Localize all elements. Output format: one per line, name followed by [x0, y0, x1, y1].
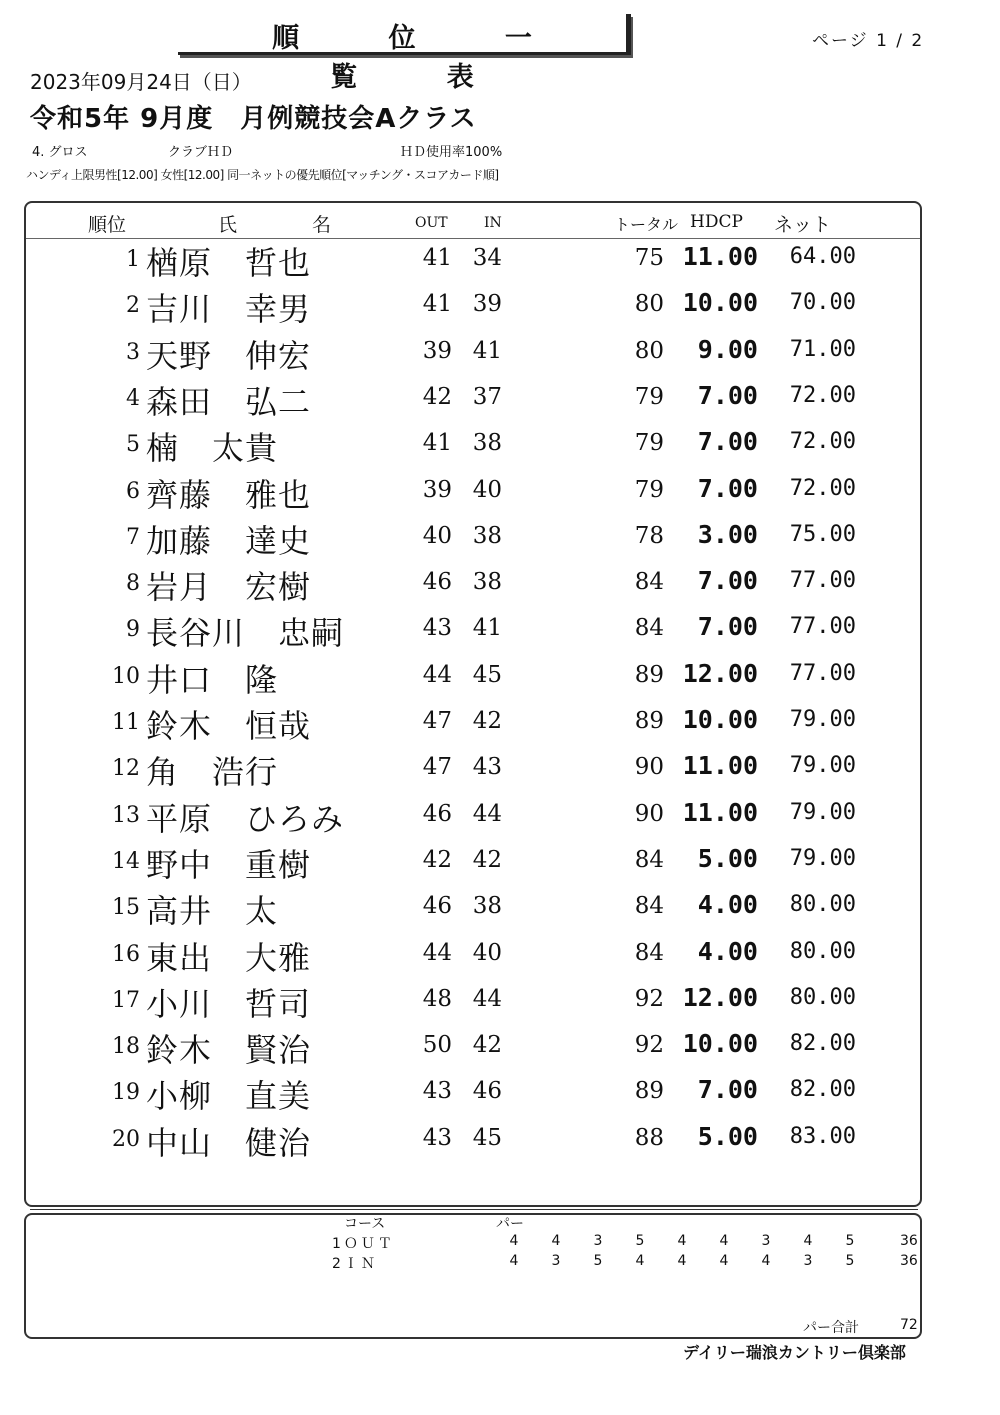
hole-par: 4 [509, 1253, 519, 1269]
club-name: デイリー瑞浪カントリー倶楽部 [683, 1343, 906, 1362]
net-score-cell: 79.00 [789, 707, 856, 732]
player-name-cell: 角 浩行 [146, 753, 279, 792]
total-score-cell: 79 [634, 383, 664, 410]
player-name-cell: 吉川 幸男 [146, 290, 312, 329]
in-score-cell: 45 [472, 661, 502, 688]
rank-cell: 12 [112, 756, 140, 782]
in-score-cell: 43 [472, 754, 502, 781]
hdcp-cell: 7.00 [697, 380, 758, 410]
col-rank-header: 順位 [88, 214, 127, 236]
out-score-cell: 46 [422, 800, 452, 827]
hdcp-cell: 12.00 [682, 982, 758, 1012]
player-name-cell: 天野 伸宏 [146, 336, 312, 375]
out-score-cell: 46 [422, 569, 452, 596]
out-score-cell: 41 [422, 245, 452, 271]
player-name-cell: 平原 ひろみ [146, 799, 345, 838]
hdcp-cell: 4.00 [697, 890, 758, 920]
player-name-cell: 齊藤 雅也 [146, 475, 312, 514]
total-score-cell: 80 [634, 337, 664, 364]
hole-par: 5 [635, 1233, 645, 1249]
in-score-cell: 38 [472, 569, 502, 596]
in-score-cell: 44 [472, 800, 502, 827]
in-score-cell: 46 [472, 1078, 502, 1105]
net-score-cell: 80.00 [789, 984, 856, 1010]
hdcp-cell: 10.00 [682, 1029, 758, 1059]
hole-par: 4 [761, 1253, 771, 1269]
net-score-cell: 80.00 [789, 892, 856, 918]
hole-par: 4 [803, 1233, 813, 1249]
course-line-name: 1ＯＵＴ [332, 1236, 395, 1252]
par-total-label: パー合計 [803, 1320, 859, 1336]
player-name-cell: 小川 哲司 [146, 984, 312, 1023]
rank-cell: 7 [126, 524, 140, 550]
in-score-cell: 41 [472, 337, 502, 364]
table-row [0, 792, 1000, 838]
total-score-cell: 89 [634, 708, 664, 734]
rank-cell: 1 [126, 247, 140, 272]
player-name-cell: 井口 隆 [146, 660, 279, 699]
out-score-cell: 44 [422, 661, 452, 688]
net-score-cell: 77.00 [789, 660, 856, 686]
net-score-cell: 72.00 [789, 475, 856, 501]
out-score-cell: 44 [422, 939, 452, 966]
table-row [0, 468, 1000, 514]
hd-type-label: クラブＨＤ [168, 145, 234, 160]
in-score-cell: 42 [472, 1032, 502, 1059]
hole-par: 5 [845, 1233, 855, 1249]
title-box [178, 14, 631, 93]
hdcp-cell: 10.00 [682, 288, 758, 318]
in-score-cell: 38 [472, 893, 502, 920]
in-score-cell: 45 [472, 1124, 502, 1151]
total-score-cell: 78 [634, 522, 664, 549]
table-row [0, 653, 1000, 699]
rank-cell: 15 [112, 895, 140, 921]
hdcp-cell: 7.00 [697, 1075, 758, 1105]
total-score-cell: 75 [634, 245, 664, 271]
net-score-cell: 64.00 [789, 244, 856, 269]
table-row [0, 1023, 1000, 1069]
out-score-cell: 40 [422, 522, 452, 549]
player-name-cell: 中山 健治 [146, 1123, 312, 1162]
table-row [0, 977, 1000, 1023]
page-number: ページ 1 / 2 [812, 31, 925, 51]
table-row [0, 884, 1000, 930]
hole-par: 4 [509, 1233, 519, 1249]
net-score-cell: 80.00 [789, 938, 856, 964]
hdcp-cell: 7.00 [697, 427, 758, 457]
player-name-cell: 鈴木 恒哉 [146, 707, 312, 745]
total-score-cell: 89 [634, 1078, 664, 1105]
rank-cell: 10 [112, 663, 140, 689]
hole-par: 3 [803, 1253, 813, 1269]
total-score-cell: 90 [634, 800, 664, 827]
table-row [0, 699, 1000, 745]
total-score-cell: 92 [634, 985, 664, 1012]
net-score-cell: 72.00 [789, 429, 856, 455]
hole-par: 4 [677, 1233, 687, 1249]
hdcp-cell: 3.00 [697, 519, 758, 549]
total-score-cell: 84 [634, 893, 664, 920]
table-row [0, 421, 1000, 467]
player-name-cell: 森田 弘二 [146, 382, 312, 421]
course-label: コース [344, 1216, 386, 1232]
table-row [0, 282, 1000, 328]
player-name-cell: 楠 太貴 [146, 429, 279, 468]
table-row [0, 931, 1000, 977]
player-name-cell: 加藤 達史 [146, 521, 312, 560]
course-line-total: 36 [900, 1233, 918, 1249]
rank-cell: 3 [126, 339, 140, 365]
out-score-cell: 47 [422, 754, 452, 781]
hole-par: 5 [593, 1253, 603, 1269]
rank-cell: 14 [112, 848, 140, 874]
player-name-cell: 鈴木 賢治 [146, 1031, 312, 1070]
event-date: 2023年09月24日（日） [30, 70, 252, 94]
hdcp-cell: 7.00 [697, 566, 758, 596]
out-score-cell: 39 [422, 476, 452, 503]
hdcp-cell: 11.00 [682, 797, 758, 827]
col-total-header: トータル [614, 215, 679, 234]
col-name-header-2: 名 [312, 214, 332, 236]
course-line-total: 36 [900, 1253, 918, 1269]
net-score-cell: 79.00 [789, 753, 856, 779]
table-row [0, 838, 1000, 884]
total-score-cell: 90 [634, 754, 664, 781]
net-score-cell: 72.00 [789, 382, 856, 408]
page-title: 順 位 一 覧 表 [272, 23, 572, 93]
hdcp-cell: 11.00 [682, 242, 758, 271]
rank-cell: 4 [126, 385, 140, 411]
player-name-cell: 長谷川 忠嗣 [146, 614, 345, 653]
col-out-header: OUT [415, 215, 448, 231]
table-row [0, 745, 1000, 791]
net-score-cell: 75.00 [789, 521, 856, 547]
net-score-cell: 77.00 [789, 614, 856, 640]
rank-cell: 18 [112, 1034, 140, 1060]
total-score-cell: 80 [634, 291, 664, 318]
hdcp-cell: 5.00 [697, 1121, 758, 1151]
in-score-cell: 39 [472, 291, 502, 318]
table-row [0, 1069, 1000, 1115]
player-name-cell: 岩月 宏樹 [146, 568, 312, 607]
col-name-header-1: 氏 [218, 214, 238, 236]
total-score-cell: 92 [634, 1032, 664, 1059]
net-score-cell: 79.00 [789, 799, 856, 825]
rank-cell: 20 [112, 1126, 140, 1152]
in-score-cell: 40 [472, 939, 502, 966]
out-score-cell: 41 [422, 430, 452, 457]
course-par-box [24, 1213, 922, 1339]
total-score-cell: 84 [634, 615, 664, 642]
in-score-cell: 41 [472, 615, 502, 642]
in-score-cell: 42 [472, 846, 502, 873]
rank-cell: 19 [112, 1080, 140, 1106]
net-score-cell: 82.00 [789, 1077, 856, 1103]
rank-cell: 2 [126, 293, 140, 319]
hdcp-cell: 4.00 [697, 936, 758, 966]
out-score-cell: 47 [422, 708, 452, 734]
out-score-cell: 46 [422, 893, 452, 920]
out-score-cell: 43 [422, 615, 452, 642]
hd-rate-label: ＨＤ使用率100% [400, 145, 503, 160]
out-score-cell: 43 [422, 1078, 452, 1105]
out-score-cell: 43 [422, 1124, 452, 1151]
hole-par: 3 [761, 1233, 771, 1249]
total-score-cell: 88 [634, 1124, 664, 1151]
rank-cell: 5 [126, 432, 140, 458]
table-row [0, 375, 1000, 421]
hdcp-cell: 7.00 [697, 612, 758, 642]
col-net-header: ネット [774, 214, 832, 236]
hole-par: 4 [635, 1253, 645, 1269]
net-score-cell: 79.00 [789, 845, 856, 871]
out-score-cell: 41 [422, 291, 452, 318]
table-row [0, 514, 1000, 560]
table-row [0, 1116, 1000, 1162]
net-score-cell: 71.00 [789, 336, 856, 362]
total-score-cell: 84 [634, 939, 664, 966]
rank-cell: 17 [112, 987, 140, 1013]
rank-cell: 16 [112, 941, 140, 967]
player-name-cell: 楢原 哲也 [146, 244, 312, 282]
table-row [0, 236, 1000, 282]
par-label: パー [496, 1216, 524, 1232]
rank-cell: 13 [112, 802, 140, 828]
hole-par: 5 [845, 1253, 855, 1269]
hole-par: 4 [551, 1233, 561, 1249]
course-line-name: 2ＩＮ [332, 1256, 378, 1272]
hdcp-cell: 11.00 [682, 751, 758, 781]
net-score-cell: 77.00 [789, 568, 856, 594]
hole-par: 4 [719, 1233, 729, 1249]
in-score-cell: 40 [472, 476, 502, 503]
hole-par: 4 [677, 1253, 687, 1269]
hdcp-cell: 12.00 [682, 658, 758, 688]
rank-cell: 11 [112, 710, 140, 735]
col-hdcp-header: HDCP [690, 212, 743, 232]
total-score-cell: 79 [634, 476, 664, 503]
handicap-note: ハンディ上限男性[12.00] 女性[12.00] 同一ネットの優先順位[マッチング・スコアカード順] [26, 168, 499, 182]
hdcp-cell: 9.00 [697, 334, 758, 364]
table-row [0, 329, 1000, 375]
total-score-cell: 84 [634, 846, 664, 873]
out-score-cell: 50 [422, 1032, 452, 1059]
rank-cell: 6 [126, 478, 140, 504]
in-score-cell: 42 [472, 708, 502, 734]
total-score-cell: 79 [634, 430, 664, 457]
rank-cell: 9 [126, 617, 140, 643]
hdcp-cell: 7.00 [697, 473, 758, 503]
in-score-cell: 38 [472, 430, 502, 457]
hdcp-cell: 5.00 [697, 843, 758, 873]
net-score-cell: 83.00 [789, 1123, 856, 1149]
out-score-cell: 39 [422, 337, 452, 364]
in-score-cell: 38 [472, 522, 502, 549]
player-name-cell: 野中 重樹 [146, 845, 312, 884]
hole-par: 4 [719, 1253, 729, 1269]
player-name-cell: 東出 大雅 [146, 938, 312, 977]
in-score-cell: 34 [472, 245, 502, 271]
category-label: 4. グロス [32, 145, 88, 160]
total-score-cell: 89 [634, 661, 664, 688]
table-row [0, 560, 1000, 606]
in-score-cell: 37 [472, 383, 502, 410]
hole-par: 3 [593, 1233, 603, 1249]
competition-name: 令和5年 9月度 月例競技会Aクラス [30, 104, 477, 134]
out-score-cell: 42 [422, 846, 452, 873]
player-name-cell: 小柳 直美 [146, 1077, 312, 1116]
player-name-cell: 高井 太 [146, 892, 279, 931]
in-score-cell: 44 [472, 985, 502, 1012]
out-score-cell: 48 [422, 985, 452, 1012]
total-score-cell: 84 [634, 569, 664, 596]
out-score-cell: 42 [422, 383, 452, 410]
par-total-value: 72 [900, 1317, 918, 1333]
table-row [0, 606, 1000, 652]
hole-par: 3 [551, 1253, 561, 1269]
col-in-header: IN [484, 215, 502, 231]
rank-cell: 8 [126, 571, 140, 597]
hdcp-cell: 10.00 [682, 705, 758, 734]
net-score-cell: 82.00 [789, 1031, 856, 1057]
net-score-cell: 70.00 [789, 290, 856, 316]
